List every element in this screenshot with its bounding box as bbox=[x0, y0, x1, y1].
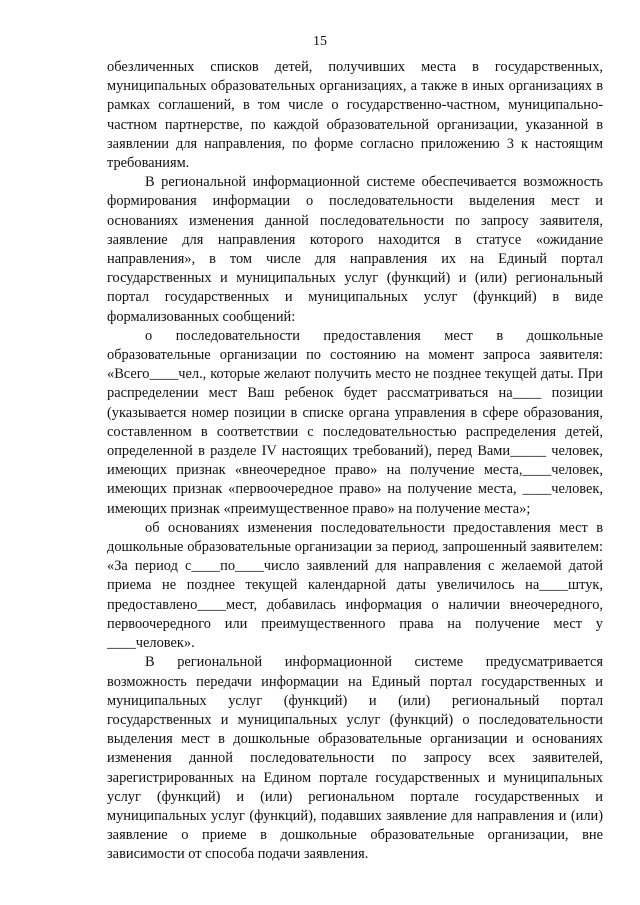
page-number: 15 bbox=[313, 34, 327, 49]
paragraph-information-transfer: В региональной информационной системе предусматривается возможность передачи информации на Единый портал государственных и муниципальных услуг (функций) и (или) региональный портал государственных и муниципальных услуг (функций) о последовательности выделения мест в дошкольные образовательные организации и основаниях изменения данной последовательности по запросу всех заявителей, зарегистрированных на Едином портале государственных и муниципальных услуг (функций) и (или) региональном портале государственных и муниципальных услуг (функций), подавших заявление для направления и (или) заявление о приеме в дошкольные образовательные организации, вне зависимости от способа подачи заявления. bbox=[107, 654, 603, 863]
paragraph-grounds-for-change: об основаниях изменения последовательности предоставления мест в дошкольные образовательные организации за период, запрошенный заявителем: «За период с____по____число заявлений для направления с желаемой датой приема не позднее текущей календарной даты увеличилось на____штук, предоставлено____мест, добавилась информация о наличии внеочередного, первоочередного или преимущественного права на получение мест у ____человек». bbox=[107, 519, 603, 652]
paragraph-sequence-of-places: о последовательности предоставления мест в дошкольные образовательные организации по состоянию на момент запроса заявителя: «Всего____чел., которые желают получить место не позднее текущей даты. При распределении мест Ваш ребенок будет рассматриваться на____ позиции (указывается номер позиции в списке органа управления в сфере образования, составленном в соответствии с последовательностью распределения детей, определенной в разделе IV настоящих требований), перед Вами_____ человек, имеющих признак «внеочередное право» на получение места,____человек, имеющих признак «первоочередное право» на получение места, ____человек, имеющих признак «преимущественное право» на получение места»; bbox=[107, 327, 603, 517]
document-body bbox=[107, 58, 603, 865]
paragraph-continuation: обезличенных списков детей, получивших места в государственных, муниципальных образовательных организациях, а также в иных организациях в рамках соглашений, в том числе о государственно-частном, муниципально-частном партнерстве, по каждой образовательной организации, указанной в заявлении для направления, по форме согласно приложению 3 к настоящим требованиям. bbox=[107, 59, 603, 172]
paragraph-information-system: В региональной информационной системе обеспечивается возможность формирования информации о последовательности выделения мест и основаниях изменения данной последовательности по запросу заявителя, заявление для направления которого находится в статусе «ожидание направления», в том числе для направления их на Единый портал государственных и муниципальных услуг (функций) и (или) региональный портал государственных и муниципальных услуг (функций) в виде формализованных сообщений: bbox=[107, 174, 603, 325]
